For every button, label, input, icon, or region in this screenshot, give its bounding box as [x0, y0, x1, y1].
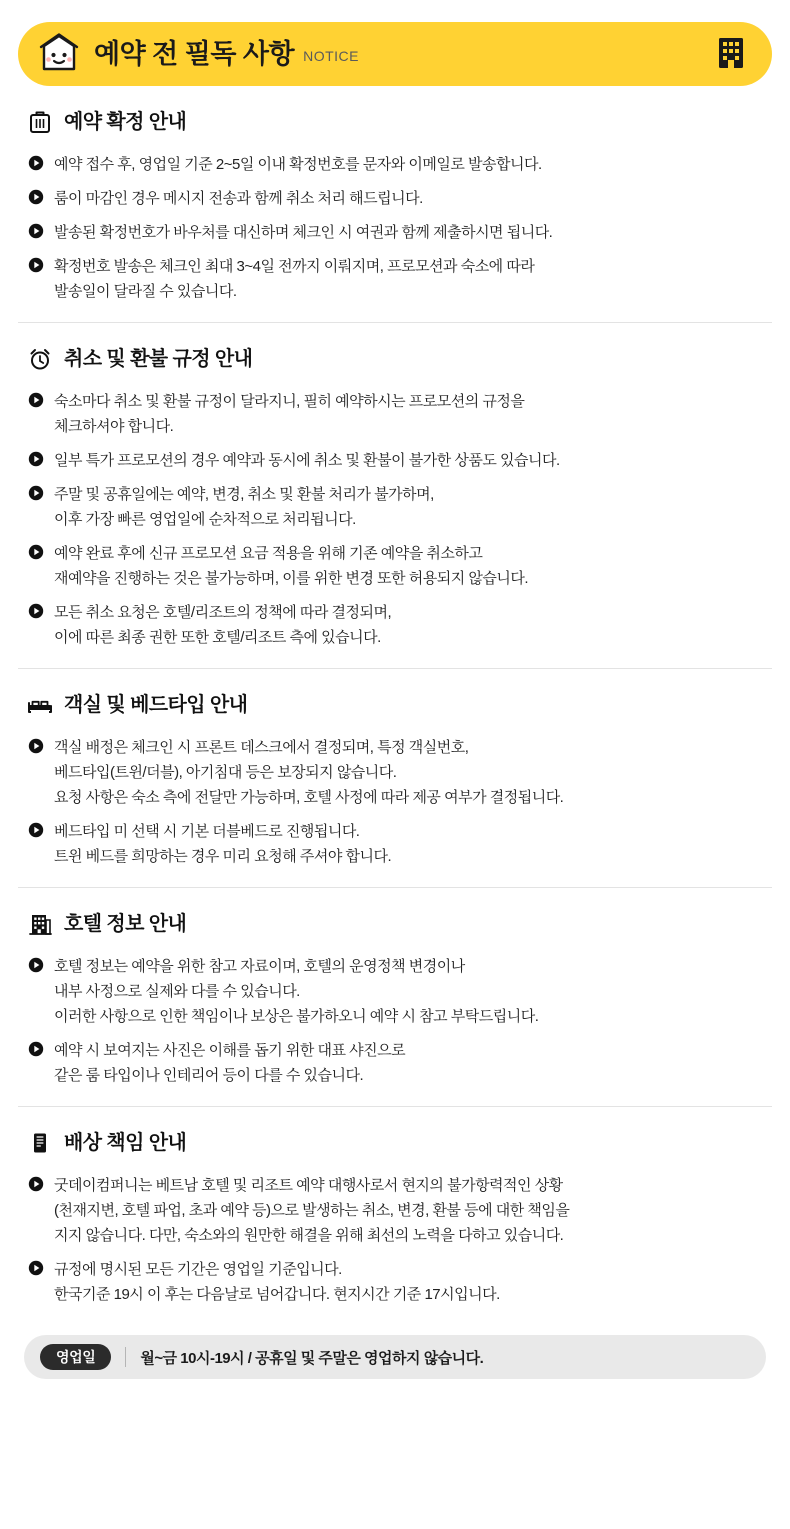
list-item	[28, 389, 766, 439]
play-bullet-icon	[28, 1260, 44, 1276]
play-bullet-icon	[28, 451, 44, 467]
notice-list	[24, 735, 766, 869]
notice-list	[24, 954, 766, 1088]
text-line: 한국기준 19시 이 후는 다음날로 넘어갑니다. 현지시간 기준 17시입니다.	[54, 1286, 500, 1303]
text-line: 발송일이 달라질 수 있습니다.	[54, 283, 237, 300]
sections-container	[18, 86, 772, 1325]
list-item-text	[54, 482, 766, 532]
list-item	[28, 254, 766, 304]
section-hotel-info	[18, 887, 772, 1106]
text-line: 내부 사정으로 실제와 다를 수 있습니다.	[54, 983, 300, 1000]
play-bullet-icon	[28, 957, 44, 973]
list-item	[28, 600, 766, 650]
list-item-text	[54, 186, 766, 211]
text-line: 룸이 마감인 경우 메시지 전송과 함께 취소 처리 해드립니다.	[54, 190, 423, 207]
bed-icon	[26, 691, 54, 719]
alarm-clock-icon	[26, 345, 54, 373]
play-bullet-icon	[28, 189, 44, 205]
text-line: 주말 및 공휴일에는 예약, 변경, 취소 및 환불 처리가 불가하며,	[54, 486, 434, 503]
play-bullet-icon	[28, 1176, 44, 1192]
banner-right-icon-wrap	[714, 34, 748, 75]
list-item	[28, 220, 766, 245]
list-item	[28, 482, 766, 532]
list-item	[28, 152, 766, 177]
list-item-text	[54, 152, 766, 177]
text-line: 같은 룸 타입이나 인테리어 등이 다를 수 있습니다.	[54, 1067, 364, 1084]
notice-banner	[18, 22, 772, 86]
section-title: 객실 및 베드타입 안내	[64, 694, 248, 716]
play-bullet-icon	[28, 603, 44, 619]
list-item	[28, 1038, 766, 1088]
list-item-text	[54, 1257, 766, 1307]
list-item	[28, 1173, 766, 1248]
list-item-text	[54, 1173, 766, 1248]
text-line: 일부 특가 프로모션의 경우 예약과 동시에 취소 및 환불이 불가한 상품도 있습니다.	[54, 452, 560, 469]
text-line: 호텔 정보는 예약을 위한 참고 자료이며, 호텔의 운영정책 변경이나	[54, 958, 465, 975]
suitcase-icon	[26, 108, 54, 136]
play-bullet-icon	[28, 223, 44, 239]
notice-list	[24, 152, 766, 304]
list-item	[28, 954, 766, 1029]
section-header	[24, 108, 766, 136]
text-line: 베드타입(트윈/더블), 아기침대 등은 보장되지 않습니다.	[54, 764, 397, 781]
text-line: 예약 완료 후에 신규 프로모션 요금 적용을 위해 기존 예약을 취소하고	[54, 545, 483, 562]
play-bullet-icon	[28, 544, 44, 560]
section-title: 배상 책임 안내	[64, 1132, 187, 1154]
list-item	[28, 448, 766, 473]
play-bullet-icon	[28, 822, 44, 838]
play-bullet-icon	[28, 738, 44, 754]
section-header	[24, 910, 766, 938]
section-header	[24, 1129, 766, 1157]
notice-list	[24, 1173, 766, 1307]
list-item-text	[54, 389, 766, 439]
play-bullet-icon	[28, 1041, 44, 1057]
list-item-text	[54, 819, 766, 869]
document-icon	[26, 1129, 54, 1157]
play-bullet-icon	[28, 485, 44, 501]
text-line: 재예약을 진행하는 것은 불가능하며, 이를 위한 변경 또한 허용되지 않습니다.	[54, 570, 529, 587]
banner-subtitle: NOTICE	[303, 48, 359, 64]
text-line: 객실 배정은 체크인 시 프론트 데스크에서 결정되며, 특정 객실번호,	[54, 739, 469, 756]
section-header	[24, 345, 766, 373]
list-item	[28, 186, 766, 211]
text-line: 규정에 명시된 모든 기간은 영업일 기준입니다.	[54, 1261, 342, 1278]
list-item-text	[54, 254, 766, 304]
section-title: 취소 및 환불 규정 안내	[64, 348, 253, 370]
section-title: 호텔 정보 안내	[64, 913, 187, 935]
text-line: (천재지변, 호텔 파업, 초과 예약 등)으로 발생하는 취소, 변경, 환불 등에 대한 책임을	[54, 1202, 570, 1219]
divider	[125, 1347, 126, 1367]
business-day-badge: 영업일	[40, 1344, 111, 1370]
section-room-bed-type	[18, 668, 772, 887]
section-title: 예약 확정 안내	[64, 111, 187, 133]
text-line: 체크하셔야 합니다.	[54, 418, 174, 435]
list-item-text	[54, 1038, 766, 1088]
list-item-text	[54, 541, 766, 591]
section-liability	[18, 1106, 772, 1325]
play-bullet-icon	[28, 155, 44, 171]
business-hours-text: 월~금 10시-19시 / 공휴일 및 주말은 영업하지 않습니다.	[140, 1349, 484, 1367]
play-bullet-icon	[28, 392, 44, 408]
list-item	[28, 735, 766, 810]
section-confirmation	[18, 86, 772, 322]
text-line: 이에 따른 최종 권한 또한 호텔/리조트 측에 있습니다.	[54, 629, 381, 646]
list-item-text	[54, 448, 766, 473]
text-line: 베드타입 미 선택 시 기본 더블베드로 진행됩니다.	[54, 823, 360, 840]
text-line: 지지 않습니다. 다만, 숙소와의 원만한 해결을 위해 최선의 노력을 다하고 있습니다.	[54, 1227, 564, 1244]
mascot-face-icon	[36, 31, 82, 77]
text-line: 예약 접수 후, 영업일 기준 2~5일 이내 확정번호를 문자와 이메일로 발송합니다.	[54, 156, 542, 173]
notice-list	[24, 389, 766, 650]
text-line: 이후 가장 빠른 영업일에 순차적으로 처리됩니다.	[54, 511, 356, 528]
text-line: 트윈 베드를 희망하는 경우 미리 요청해 주셔야 합니다.	[54, 848, 392, 865]
section-header	[24, 691, 766, 719]
text-line: 굿데이컴퍼니는 베트남 호텔 및 리조트 예약 대행사로서 현지의 불가항력적인 상황	[54, 1177, 563, 1194]
play-bullet-icon	[28, 257, 44, 273]
banner-title: 예약 전 필독 사항	[94, 38, 295, 69]
text-line: 예약 시 보여지는 사진은 이해를 돕기 위한 대표 샤진으로	[54, 1042, 406, 1059]
list-item-text	[54, 954, 766, 1029]
text-line: 발송된 확정번호가 바우처를 대신하며 체크인 시 여권과 함께 제출하시면 됩니다.	[54, 224, 553, 241]
hotel-building-icon	[26, 910, 54, 938]
text-line: 확정번호 발송은 체크인 최대 3~4일 전까지 이뤄지며, 프로모션과 숙소에 따라	[54, 258, 535, 275]
text-line: 모든 취소 요청은 호텔/리조트의 정책에 따라 결정되며,	[54, 604, 392, 621]
section-cancel-refund	[18, 322, 772, 668]
list-item	[28, 541, 766, 591]
text-line: 숙소마다 취소 및 환불 규정이 달라지니, 필히 예약하시는 프로모션의 규정을	[54, 393, 525, 410]
list-item-text	[54, 600, 766, 650]
business-hours-bar	[24, 1335, 766, 1379]
list-item	[28, 819, 766, 869]
list-item-text	[54, 735, 766, 810]
text-line: 이러한 사항으로 인한 책임이나 보상은 불가하오니 예약 시 참고 부탁드립니다.	[54, 1008, 539, 1025]
list-item	[28, 1257, 766, 1307]
list-item-text	[54, 220, 766, 245]
text-line: 요청 사항은 숙소 측에 전달만 가능하며, 호텔 사정에 따라 제공 여부가 결정됩니다.	[54, 789, 564, 806]
building-icon	[714, 34, 748, 75]
